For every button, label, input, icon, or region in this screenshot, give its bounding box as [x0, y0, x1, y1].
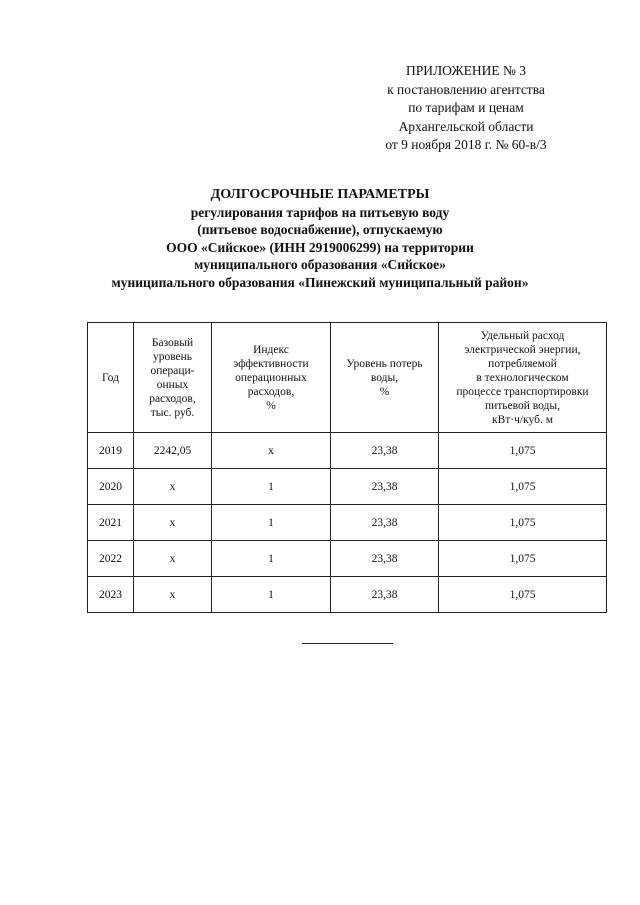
header-line: %: [266, 399, 276, 412]
header-line: уровень: [152, 350, 193, 363]
cell-energy-consumption: 1,075: [439, 577, 607, 613]
cell-energy-consumption: 1,075: [439, 541, 607, 577]
header-line: Базовый: [151, 336, 194, 349]
header-line: потребляемой: [488, 357, 557, 370]
header-line: Год: [102, 371, 119, 384]
cell-base-opex: х: [134, 469, 212, 505]
cell-base-opex: х: [134, 577, 212, 613]
header-line: питьевой воды,: [484, 399, 561, 412]
cell-year: 2023: [88, 577, 134, 613]
appendix-block: [350, 62, 582, 155]
header-line: процессе транспортировки: [456, 385, 589, 398]
cell-water-losses: 23,38: [331, 577, 439, 613]
appendix-date: от 9 ноября 2018 г. № 60-в/3: [385, 137, 547, 152]
cell-energy-consumption: 1,075: [439, 433, 607, 469]
header-energy-consumption: [439, 323, 607, 433]
cell-energy-consumption: 1,075: [439, 505, 607, 541]
cell-efficiency-index: 1: [212, 469, 331, 505]
cell-water-losses: 23,38: [331, 541, 439, 577]
header-line: операционных: [235, 371, 307, 384]
title-line: ООО «Сийское» (ИНН 2919006299) на территории: [166, 239, 474, 255]
cell-year: 2021: [88, 505, 134, 541]
header-line: воды,: [370, 371, 399, 384]
cell-base-opex: 2242,05: [134, 433, 212, 469]
header-line: Уровень потерь: [346, 357, 423, 370]
cell-efficiency-index: 1: [212, 541, 331, 577]
end-divider: [302, 643, 393, 644]
header-line: %: [379, 385, 390, 398]
table-row: [88, 505, 607, 541]
title-line: муниципального образования «Пинежский муниципальный район»: [111, 274, 529, 290]
header-efficiency-index: [212, 323, 331, 433]
table-header-row: [88, 323, 607, 433]
header-line: Удельный расход: [480, 329, 565, 342]
table-row: [88, 469, 607, 505]
header-line: Индекс: [253, 343, 289, 356]
title-line: ДОЛГОСРОЧНЫЕ ПАРАМЕТРЫ: [210, 187, 430, 202]
appendix-reference: к постановлению агентства: [387, 81, 545, 97]
header-line: эффективности: [233, 357, 309, 370]
header-line: расходов,: [149, 392, 196, 405]
cell-efficiency-index: 1: [212, 505, 331, 541]
header-line: электрической энергии,: [464, 343, 581, 356]
appendix-region: Архангельской области: [398, 118, 534, 134]
header-line: расходов,: [247, 385, 295, 398]
header-year: [88, 323, 134, 433]
title-line: (питьевое водоснабжение), отпускаемую: [197, 222, 443, 237]
cell-water-losses: 23,38: [331, 433, 439, 469]
header-line: в технологическом: [476, 371, 569, 384]
cell-efficiency-index: 1: [212, 577, 331, 613]
cell-year: 2020: [88, 469, 134, 505]
cell-base-opex: х: [134, 541, 212, 577]
header-line: онных: [156, 378, 189, 391]
header-line: тыс. руб.: [150, 406, 195, 419]
document-title: [40, 186, 600, 291]
parameters-table: [87, 322, 607, 613]
title-line: регулирования тарифов на питьевую воду: [190, 204, 450, 220]
cell-energy-consumption: 1,075: [439, 469, 607, 505]
cell-water-losses: 23,38: [331, 505, 439, 541]
cell-year: 2022: [88, 541, 134, 577]
header-line: операци-: [150, 364, 195, 377]
title-line: муниципального образования «Сийское»: [194, 257, 446, 272]
appendix-number: ПРИЛОЖЕНИЕ № 3: [405, 63, 527, 78]
header-line: кВт·ч/куб. м: [492, 413, 553, 426]
cell-year: 2019: [88, 433, 134, 469]
cell-base-opex: х: [134, 505, 212, 541]
header-water-losses: [331, 323, 439, 433]
table-body: [88, 433, 607, 613]
cell-water-losses: 23,38: [331, 469, 439, 505]
cell-efficiency-index: х: [212, 433, 331, 469]
table-row: [88, 433, 607, 469]
table-row: [88, 541, 607, 577]
table-row: [88, 577, 607, 613]
appendix-agency: по тарифам и ценам: [408, 100, 524, 115]
header-base-opex: [134, 323, 212, 433]
